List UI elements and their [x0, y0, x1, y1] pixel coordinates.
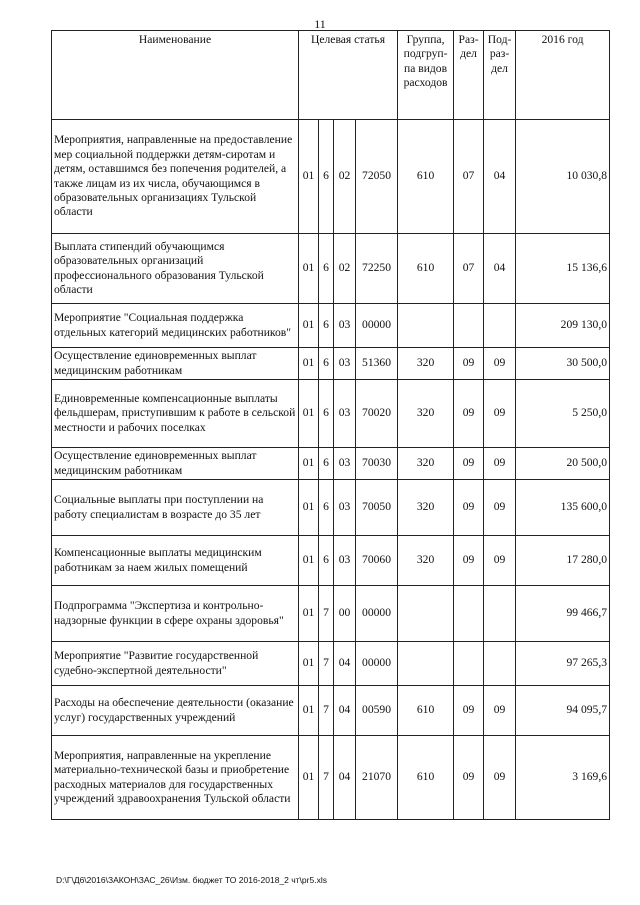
- expense-group: [398, 586, 454, 642]
- subsection: 09: [484, 448, 516, 480]
- section: 09: [454, 686, 484, 736]
- header-group: Группа, подгруп-па видов расходов: [398, 31, 454, 120]
- table-row: [52, 348, 610, 380]
- code-direction: 00590: [356, 686, 398, 736]
- code-program: 01: [299, 586, 319, 642]
- amount-2016: 20 500,0: [516, 448, 610, 480]
- table-row: [52, 736, 610, 820]
- section: [454, 586, 484, 642]
- amount-2016: 10 030,8: [516, 120, 610, 234]
- subsection: 09: [484, 380, 516, 448]
- code-program: 01: [299, 120, 319, 234]
- code-direction: 70030: [356, 448, 398, 480]
- code-subprogram: 6: [319, 448, 334, 480]
- subsection: [484, 642, 516, 686]
- row-name: Социальные выплаты при поступлении на работу специалистам в возрасте до 35 лет: [52, 480, 299, 536]
- table-row: [52, 642, 610, 686]
- row-name: Осуществление единовременных выплат медицинским работникам: [52, 348, 299, 380]
- amount-2016: 135 600,0: [516, 480, 610, 536]
- code-event: 03: [334, 480, 356, 536]
- code-program: 01: [299, 380, 319, 448]
- code-direction: 72250: [356, 234, 398, 304]
- row-name: Осуществление единовременных выплат медицинским работникам: [52, 448, 299, 480]
- expense-group: 320: [398, 480, 454, 536]
- row-name: Единовременные компенсационные выплаты фельдшерам, приступившим к работе в сельской местности и рабочих поселках: [52, 380, 299, 448]
- row-name: Расходы на обеспечение деятельности (оказание услуг) государственных учреждений: [52, 686, 299, 736]
- section: 09: [454, 380, 484, 448]
- section: 09: [454, 348, 484, 380]
- amount-2016: 209 130,0: [516, 304, 610, 348]
- page-number: 11: [314, 17, 326, 31]
- expense-group: 610: [398, 234, 454, 304]
- subsection: 09: [484, 686, 516, 736]
- code-subprogram: 6: [319, 536, 334, 586]
- code-program: 01: [299, 348, 319, 380]
- header-target-article: Целевая статья: [299, 31, 398, 120]
- subsection: [484, 304, 516, 348]
- code-event: 03: [334, 380, 356, 448]
- code-subprogram: 7: [319, 642, 334, 686]
- amount-2016: 15 136,6: [516, 234, 610, 304]
- subsection: 04: [484, 120, 516, 234]
- subsection: 04: [484, 234, 516, 304]
- code-program: 01: [299, 536, 319, 586]
- table-row: [52, 586, 610, 642]
- section: 07: [454, 120, 484, 234]
- budget-table: [51, 30, 610, 820]
- expense-group: 320: [398, 348, 454, 380]
- code-subprogram: 7: [319, 736, 334, 820]
- section: [454, 304, 484, 348]
- code-subprogram: 6: [319, 120, 334, 234]
- code-direction: 70060: [356, 536, 398, 586]
- code-program: 01: [299, 304, 319, 348]
- section: 07: [454, 234, 484, 304]
- code-program: 01: [299, 642, 319, 686]
- code-direction: 21070: [356, 736, 398, 820]
- expense-group: 610: [398, 686, 454, 736]
- table-row: [52, 448, 610, 480]
- amount-2016: 3 169,6: [516, 736, 610, 820]
- expense-group: 320: [398, 448, 454, 480]
- subsection: 09: [484, 736, 516, 820]
- amount-2016: 97 265,3: [516, 642, 610, 686]
- subsection: 09: [484, 348, 516, 380]
- code-event: 00: [334, 586, 356, 642]
- table-row: [52, 304, 610, 348]
- code-event: 04: [334, 642, 356, 686]
- table-row: [52, 536, 610, 586]
- code-event: 02: [334, 120, 356, 234]
- code-event: 04: [334, 736, 356, 820]
- code-program: 01: [299, 736, 319, 820]
- code-direction: 70020: [356, 380, 398, 448]
- amount-2016: 5 250,0: [516, 380, 610, 448]
- table-row: [52, 380, 610, 448]
- code-event: 03: [334, 536, 356, 586]
- expense-group: 610: [398, 120, 454, 234]
- code-direction: 51360: [356, 348, 398, 380]
- code-subprogram: 6: [319, 234, 334, 304]
- expense-group: 320: [398, 380, 454, 448]
- code-subprogram: 6: [319, 348, 334, 380]
- code-event: 04: [334, 686, 356, 736]
- amount-2016: 99 466,7: [516, 586, 610, 642]
- row-name: Мероприятие "Социальная поддержка отдельных категорий медицинских работников": [52, 304, 299, 348]
- section: 09: [454, 536, 484, 586]
- code-direction: 70050: [356, 480, 398, 536]
- header-section: Раз-дел: [454, 31, 484, 120]
- code-direction: 00000: [356, 304, 398, 348]
- row-name: Компенсационные выплаты медицинским работникам за наем жилых помещений: [52, 536, 299, 586]
- code-program: 01: [299, 686, 319, 736]
- code-event: 03: [334, 448, 356, 480]
- table-header-row: [52, 31, 610, 120]
- amount-2016: 30 500,0: [516, 348, 610, 380]
- row-name: Мероприятия, направленные на укрепление материально-технической базы и приобретение расходных материалов для государственных учреждений здравоохранения Тульской области: [52, 736, 299, 820]
- table-row: [52, 234, 610, 304]
- code-subprogram: 7: [319, 586, 334, 642]
- code-direction: 00000: [356, 586, 398, 642]
- code-event: 03: [334, 304, 356, 348]
- code-program: 01: [299, 480, 319, 536]
- expense-group: 320: [398, 536, 454, 586]
- row-name: Выплата стипендий обучающимся образовательных организаций профессионального образования Тульской области: [52, 234, 299, 304]
- amount-2016: 94 095,7: [516, 686, 610, 736]
- code-subprogram: 6: [319, 304, 334, 348]
- file-path-footer: D:\Г\Д6\2016\ЗАКОН\ЗАС_26\Изм. бюджет ТО 2016-2018_2 чт\pr5.xls: [56, 875, 327, 885]
- section: [454, 642, 484, 686]
- section: 09: [454, 448, 484, 480]
- code-event: 02: [334, 234, 356, 304]
- header-subsection: Под-раз-дел: [484, 31, 516, 120]
- subsection: [484, 586, 516, 642]
- section: 09: [454, 480, 484, 536]
- row-name: Подпрограмма "Экспертиза и контрольно-надзорные функции в сфере охраны здоровья": [52, 586, 299, 642]
- header-name: Наименование: [52, 31, 299, 120]
- header-year: 2016 год: [516, 31, 610, 120]
- expense-group: [398, 304, 454, 348]
- table-row: [52, 120, 610, 234]
- section: 09: [454, 736, 484, 820]
- code-direction: 72050: [356, 120, 398, 234]
- code-program: 01: [299, 448, 319, 480]
- table-row: [52, 480, 610, 536]
- subsection: 09: [484, 536, 516, 586]
- code-direction: 00000: [356, 642, 398, 686]
- subsection: 09: [484, 480, 516, 536]
- code-subprogram: 6: [319, 380, 334, 448]
- expense-group: 610: [398, 736, 454, 820]
- table-row: [52, 686, 610, 736]
- code-program: 01: [299, 234, 319, 304]
- code-subprogram: 7: [319, 686, 334, 736]
- row-name: Мероприятия, направленные на предоставление мер социальной поддержки детям-сиротам и детям, оставшимся без попечения родителей, а также лицам из их числа, обучающимся в образовательных организациях Тульской области: [52, 120, 299, 234]
- expense-group: [398, 642, 454, 686]
- amount-2016: 17 280,0: [516, 536, 610, 586]
- code-subprogram: 6: [319, 480, 334, 536]
- code-event: 03: [334, 348, 356, 380]
- row-name: Мероприятие "Развитие государственной судебно-экспертной деятельности": [52, 642, 299, 686]
